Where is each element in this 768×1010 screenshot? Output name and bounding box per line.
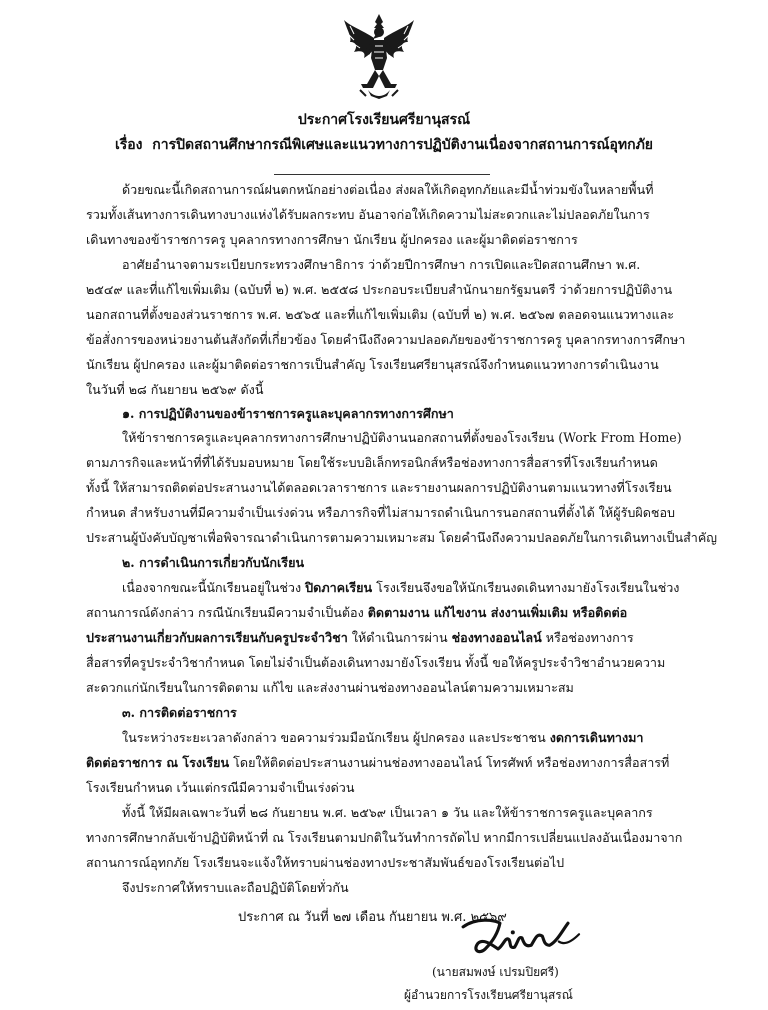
section-3-line-2-a: ติดต่อราชการ ณ โรงเรียน (86, 755, 230, 770)
intro-p2-line-5: นักเรียน ผู้ปกครอง และผู้มาติดต่อราชการเป็นสำคัญ โรงเรียนศรียานุสรณ์จึงกำหนดแนวทางการดำเนินงาน (86, 357, 659, 372)
section-3-line-2 (86, 754, 669, 772)
closing-line-1: ทั้งนี้ ให้มีผลเฉพาะวันที่ ๒๘ กันยายน พ.ศ. ๒๕๖๙ เป็นเวลา ๑ วัน และให้ข้าราชการครูและบุคลากร (122, 805, 653, 820)
section-1-line-2: ตามภารกิจและหน้าที่ที่ได้รับมอบหมาย โดยใช้ระบบอิเล็กทรอนิกส์หรือช่องทางการสื่อสารที่โรงเรียนกำหนด (86, 455, 658, 470)
section-2-line-2-b: ติดตามงาน แก้ไขงาน ส่งงานเพิ่มเติม หรือติดต่อ (367, 605, 628, 620)
announce-date: ประกาศ ณ วันที่ ๒๗ เดือน กันยายน พ.ศ. ๒๕๖๙ (238, 910, 507, 925)
signer-name: (นายสมพงษ์ เปรมปิยศรี) (432, 965, 559, 979)
intro-p2-line-2: ๒๕๔๙ และที่แก้ไขเพิ่มเติม (ฉบับที่ ๒) พ.ศ. ๒๕๕๘ ประกอบระเบียบสำนักนายกรัฐมนตรี ว่าด้วยการปฏิบัติงาน (86, 282, 673, 297)
title-divider (274, 174, 490, 175)
intro-p2-line-3: นอกสถานที่ตั้งของส่วนราชการ พ.ศ. ๒๕๖๕ และที่แก้ไขเพิ่มเติม (ฉบับที่ ๒) พ.ศ. ๒๕๖๗ ตลอดจนแนวทางและ (86, 307, 675, 322)
section-1-line-5: ประสานผู้บังคับบัญชาเพื่อพิจารณาดำเนินการตามความเหมาะสม โดยคำนึงถึงความปลอดภัยในการเดินทางเป็นสำคัญ (86, 530, 718, 545)
closing-line-4: จึงประกาศให้ทราบและถือปฏิบัติโดยทั่วกัน (122, 880, 349, 895)
section-1-heading: ๑. การปฏิบัติงานของข้าราชการครูและบุคลากรทางการศึกษา (122, 406, 454, 421)
section-2-line-1-a: เนื่องจากขณะนี้นักเรียนอยู่ในช่วง (122, 580, 306, 595)
section-2-line-1 (122, 579, 679, 597)
announcement-title: ประกาศโรงเรียนศรียานุสรณ์ (297, 112, 471, 128)
section-2-line-5: สะดวกแก่นักเรียนในการติดตาม แก้ไข และส่งงานผ่านช่องทางออนไลน์ตามความเหมาะสม (86, 680, 574, 695)
intro-p1-line-2: รวมทั้งเส้นทางการเดินทางบางแห่งได้รับผลกระทบ อันอาจก่อให้เกิดความไม่สะดวกและไม่ปลอดภัยในการ (86, 207, 650, 222)
section-3-line-2-b: โดยให้ติดต่อประสานงานผ่านช่องทางออนไลน์ โทรศัพท์ หรือช่องทางการสื่อสารที่ (229, 755, 670, 770)
section-2-line-2 (86, 604, 627, 622)
signature-scribble (452, 914, 592, 960)
section-3-line-1 (122, 729, 643, 747)
announcement-subject (0, 136, 768, 154)
intro-p1-line-3: เดินทางของข้าราชการครู บุคลากรทางการศึกษา นักเรียน ผู้ปกครอง และผู้มาติดต่อราชการ (86, 232, 578, 247)
section-2-line-4: สื่อสารที่ครูประจำวิชากำหนด โดยไม่จำเป็นต้องเดินทางมายังโรงเรียน ทั้งนี้ ขอให้ครูประจำวิชาอำนวยความ (86, 655, 666, 670)
closing-line-2: ทางการศึกษากลับเข้าปฏิบัติหน้าที่ ณ โรงเรียนตามปกติในวันทำการถัดไป หากมีการเปลี่ยนแปลงอันเนื่องมาจาก (86, 830, 683, 845)
subject-label: เรื่อง (114, 137, 143, 153)
intro-p1-line-1: ด้วยขณะนี้เกิดสถานการณ์ฝนตกหนักอย่างต่อเนื่อง ส่งผลให้เกิดอุทกภัยและมีน้ำท่วมขังในหลายพื้นที่ (122, 182, 654, 197)
section-2-line-3-d: หรือช่องทางการ (541, 630, 634, 645)
section-1-line-3: ทั้งนี้ ให้สามารถติดต่อประสานงานได้ตลอดเวลาราชการ และรายงานผลการปฏิบัติงานตามแนวทางที่โรงเรียน (86, 480, 672, 495)
section-3-line-3: โรงเรียนกำหนด เว้นแต่กรณีมีความจำเป็นเร่งด่วน (86, 780, 355, 795)
intro-p2-line-4: ข้อสั่งการของหน่วยงานต้นสังกัดที่เกี่ยวข้อง โดยคำนึงถึงความปลอดภัยของข้าราชการครู บุคลากรทางการศึกษา (86, 332, 686, 347)
section-3-line-1-b: งดการเดินทางมา (549, 730, 644, 745)
section-3-line-1-a: ในระหว่างระยะเวลาดังกล่าว ขอความร่วมมือนักเรียน ผู้ปกครอง และประชาชน (122, 730, 550, 745)
section-2-line-3-c: ช่องทางออนไลน์ (451, 630, 542, 645)
section-2-line-3-b: ให้ดำเนินการผ่าน (347, 630, 452, 645)
intro-p2-line-6: ในวันที่ ๒๘ กันยายน ๒๕๖๙ ดังนี้ (86, 382, 264, 397)
section-2-line-1-b: ปิดภาคเรียน (305, 580, 373, 595)
section-2-line-2-a: สถานการณ์ดังกล่าว กรณีนักเรียนมีความจำเป็นต้อง (86, 605, 368, 620)
section-3-heading: ๓. การติดต่อราชการ (122, 705, 237, 720)
section-1-line-1: ให้ข้าราชการครูและบุคลากรทางการศึกษาปฏิบัติงานนอกสถานที่ตั้งของโรงเรียน (Work From Home) (122, 430, 682, 445)
signer-position: ผู้อำนวยการโรงเรียนศรียานุสรณ์ (404, 988, 573, 1002)
intro-p2-line-1: อาศัยอำนาจตามระเบียบกระทรวงศึกษาธิการ ว่าด้วยปีการศึกษา การเปิดและปิดสถานศึกษา พ.ศ. (122, 257, 641, 272)
section-2-line-3-a: ประสานงานเกี่ยวกับผลการเรียนกับครูประจำวิชา (86, 630, 348, 645)
section-2-line-1-c: โรงเรียนจึงขอให้นักเรียนงดเดินทางมายังโรงเรียนในช่วง (372, 580, 680, 595)
section-2-heading: ๒. การดำเนินการเกี่ยวกับนักเรียน (122, 555, 305, 570)
garuda-emblem-icon (340, 12, 418, 100)
section-1-line-4: กำหนด สำหรับงานที่มีความจำเป็นเร่งด่วน หรือภารกิจที่ไม่สามารถดำเนินการนอกสถานที่ตั้งได้ ให้ผู้รับผิดชอบ (86, 505, 675, 520)
section-2-line-3 (86, 629, 634, 647)
closing-line-3: สถานการณ์อุทกภัย โรงเรียนจะแจ้งให้ทราบผ่านช่องทางประชาสัมพันธ์ของโรงเรียนต่อไป (86, 855, 565, 870)
subject-text: การปิดสถานศึกษากรณีพิเศษและแนวทางการปฏิบัติงานเนื่องจากสถานการณ์อุทกภัย (152, 137, 654, 153)
